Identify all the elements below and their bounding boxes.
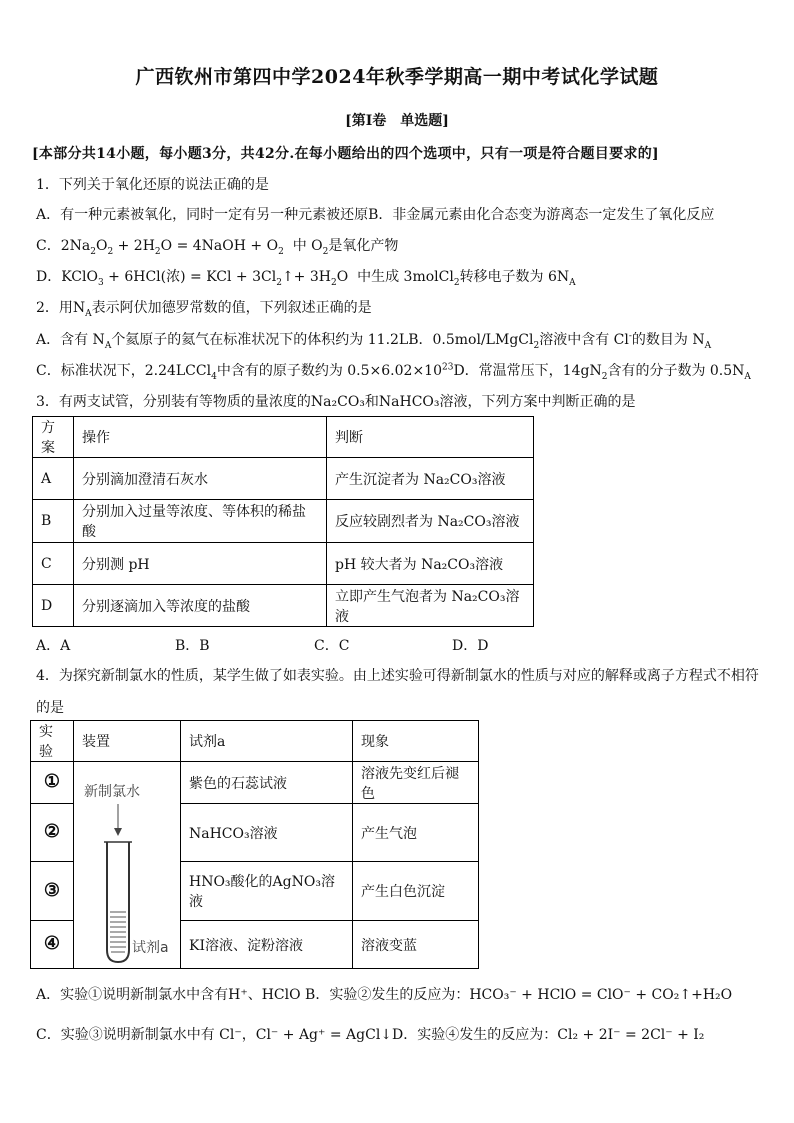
table-cell: A: [33, 458, 74, 500]
section-heading: [第Ⅰ卷 单选题]: [345, 113, 449, 129]
q3-choice-a: A．A: [36, 638, 71, 654]
table-cell: pH 较大者为 Na₂CO₃溶液: [327, 543, 534, 585]
table-cell: 溶液先变红后褪色: [353, 762, 479, 804]
table-cell: 溶液变蓝: [353, 921, 479, 969]
table-row: [33, 543, 534, 585]
table-cell: 产生白色沉淀: [353, 862, 479, 921]
table-cell: 分别逐滴加入等浓度的盐酸: [74, 585, 327, 627]
table-cell: 产生沉淀者为 Na₂CO₃溶液: [327, 458, 534, 500]
q1-option-a: A．有一种元素被氧化，同时一定有另一种元素被还原: [36, 207, 369, 223]
q3-choice-b: B．B: [175, 638, 210, 654]
q1-stem: 1．下列关于氧化还原的说法正确的是: [36, 177, 269, 193]
table-row: [33, 585, 534, 627]
q4-stem-line-2: 的是: [36, 700, 64, 716]
table-row: [33, 500, 534, 543]
exam-title: 广西钦州市第四中学2024年秋季学期高一期中考试化学试题: [135, 66, 659, 88]
apparatus-top-label: 新制氯水: [84, 784, 140, 800]
table-cell: [31, 804, 74, 862]
table-header-row: [31, 721, 479, 762]
table-header-cell: 现象: [353, 721, 479, 762]
apparatus-cell: [74, 762, 181, 969]
table-header-row: [33, 417, 534, 458]
test-tube-apparatus-icon: [74, 762, 180, 968]
q1-option-d: D．KClO$_3$ + 6HCl(浓) = KCl + $3Cl_2↑+ 3H_2O$ 中生成 3molCl$_2$转移电子数为 $6N_A$: [36, 269, 576, 288]
experiment-number: ①: [43, 771, 61, 792]
table-header-cell: 试剂a: [181, 721, 353, 762]
table-header-cell: 实验: [31, 721, 74, 762]
q1-option-b: B．非金属元素由化合态变为游离态一定发生了氧化反应: [368, 207, 715, 223]
table-cell: 分别测 pH: [74, 543, 327, 585]
q2-option-c-d: C．标准状况下，2.24LCCl$_4$中含有的原子数约为 $0.5\times 6.02\times 10^{23}D$．常温常压下，$14gN_2$含有的分子数为 $0.5N_A$: [36, 362, 751, 382]
q1-option-c: C．$2Na_2O_2 + 2H_2O$ = 4NaOH + $O_2$ 中 $O_2$是氧化产物: [36, 238, 399, 257]
table-cell: B: [33, 500, 74, 543]
table-row: [33, 458, 534, 500]
q4-option-c: C．实验③说明新制氯水中有 Cl⁻，Cl⁻ + Ag⁺ = AgCl↓: [36, 1027, 393, 1043]
q4-option-a: A．实验①说明新制氯水中含有H⁺、HClO: [36, 987, 301, 1003]
table-cell: 分别滴加澄清石灰水: [74, 458, 327, 500]
table-header-cell: 判断: [327, 417, 534, 458]
q4-stem-line-1: 4．为探究新制氯水的性质，某学生做了如表实验。由上述实验可得新制氯水的性质与对应的解释或离子方程式不相符: [36, 668, 759, 684]
table-cell: KI溶液、淀粉溶液: [181, 921, 353, 969]
table-cell: HNO₃酸化的AgNO₃溶液: [181, 862, 353, 921]
q2-option-a-b: A．含有 $N_A$个氦原子的氦气在标准状况下的体积约为 11.2LB．0.5mol/LMgCl$_2$溶液中含有 Cl-的数目为 $N_A$: [36, 331, 712, 351]
q2-stem: 2．用$N_A$表示阿伏加德罗常数的值，下列叙述正确的是: [36, 300, 372, 319]
q3-stem: 3．有两支试管，分别装有等物质的量浓度的Na₂CO₃和NaHCO₃溶液，下列方案中判断正确的是: [36, 394, 636, 410]
section-instructions: [本部分共14小题，每小题3分，共42分.在每小题给出的四个选项中，只有一项是符合题目要求的]: [32, 146, 659, 162]
table-cell: 反应较剧烈者为 Na₂CO₃溶液: [327, 500, 534, 543]
q4-option-a-b: [36, 984, 732, 1004]
experiment-number: ②: [43, 821, 61, 842]
experiment-number: ③: [43, 879, 61, 901]
q3-choice-c: C．C: [314, 638, 350, 654]
apparatus-side-label: 试剂a: [132, 940, 169, 956]
experiment-number: ④: [43, 933, 61, 954]
table-cell: 产生气泡: [353, 804, 479, 862]
table-cell: C: [33, 543, 74, 585]
table-header-cell: 方案: [33, 417, 74, 458]
table-cell: 分别加入过量等浓度、等体积的稀盐酸: [74, 500, 327, 543]
q4-option-c-d: [36, 1024, 704, 1044]
table-cell: [31, 762, 74, 804]
q3-table: [32, 416, 534, 627]
table-header-cell: 装置: [74, 721, 181, 762]
table-cell: [31, 862, 74, 921]
q4-table: [30, 720, 479, 969]
table-cell: 紫色的石蕊试液: [181, 762, 353, 804]
q4-option-d: D．实验④发生的反应为：Cl₂ + 2I⁻ = 2Cl⁻ + I₂: [392, 1027, 705, 1043]
q4-option-b: B．实验②发生的反应为：HCO₃⁻ + HClO = ClO⁻ + CO₂↑+H₂O: [305, 987, 733, 1003]
table-row: [31, 762, 479, 804]
q3-choice-d: D．D: [452, 638, 489, 654]
table-cell: [31, 921, 74, 969]
table-cell: D: [33, 585, 74, 627]
q1-option-a-b: [36, 204, 714, 224]
table-cell: NaHCO₃溶液: [181, 804, 353, 862]
table-header-cell: 操作: [74, 417, 327, 458]
table-cell: 立即产生气泡者为 Na₂CO₃溶液: [327, 585, 534, 627]
